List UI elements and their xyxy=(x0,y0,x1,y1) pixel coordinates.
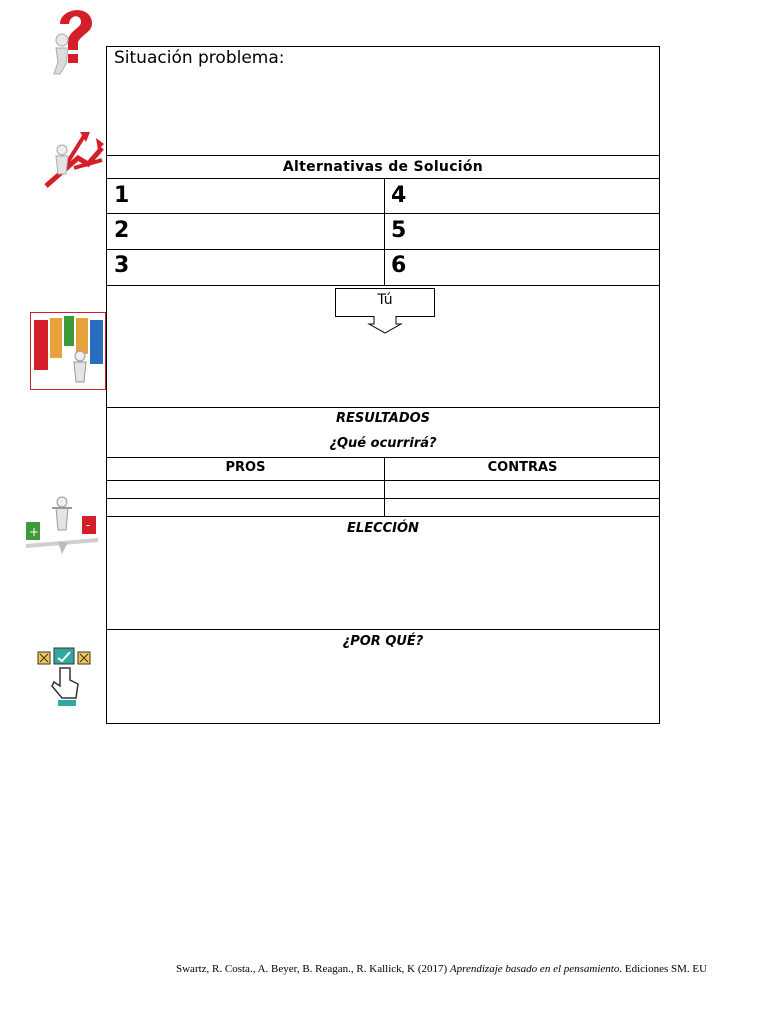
question-figure-icon xyxy=(46,2,102,76)
worksheet xyxy=(106,46,660,724)
arrows-figure-icon xyxy=(44,128,106,188)
alternative-4: 4 xyxy=(391,183,407,208)
balance-figure-icon xyxy=(24,494,100,556)
cons-label: CONTRAS xyxy=(487,460,558,475)
citation-publisher: Ediciones SM. EU xyxy=(622,963,708,975)
why-label: ¿POR QUÉ? xyxy=(342,634,424,649)
alternative-2: 2 xyxy=(114,218,130,243)
alternatives-header: Alternativas de Solución xyxy=(282,159,484,175)
results-title: RESULTADOS xyxy=(335,411,431,426)
citation-title: Aprendizaje basado en el pensamiento. xyxy=(449,963,623,975)
choice-label: ELECCIÓN xyxy=(347,521,419,536)
doors-figure-icon xyxy=(30,312,106,390)
alternative-3: 3 xyxy=(114,253,130,278)
alternative-5: 5 xyxy=(391,218,407,243)
alternative-6: 6 xyxy=(391,253,407,278)
svg-text:-: - xyxy=(86,518,91,532)
pros-label: PROS xyxy=(225,460,266,475)
results-question: ¿Qué ocurrirá? xyxy=(329,436,437,451)
you-label: Tú xyxy=(377,292,393,308)
touch-choice-icon xyxy=(36,646,98,708)
citation xyxy=(176,963,707,975)
alternative-1: 1 xyxy=(114,183,130,208)
svg-text:+: + xyxy=(29,525,40,539)
problem-label: Situación problema: xyxy=(114,48,285,68)
citation-authors: Swartz, R. Costa., A. Beyer, B. Reagan., R. Kallick, K (2017) xyxy=(176,963,450,975)
